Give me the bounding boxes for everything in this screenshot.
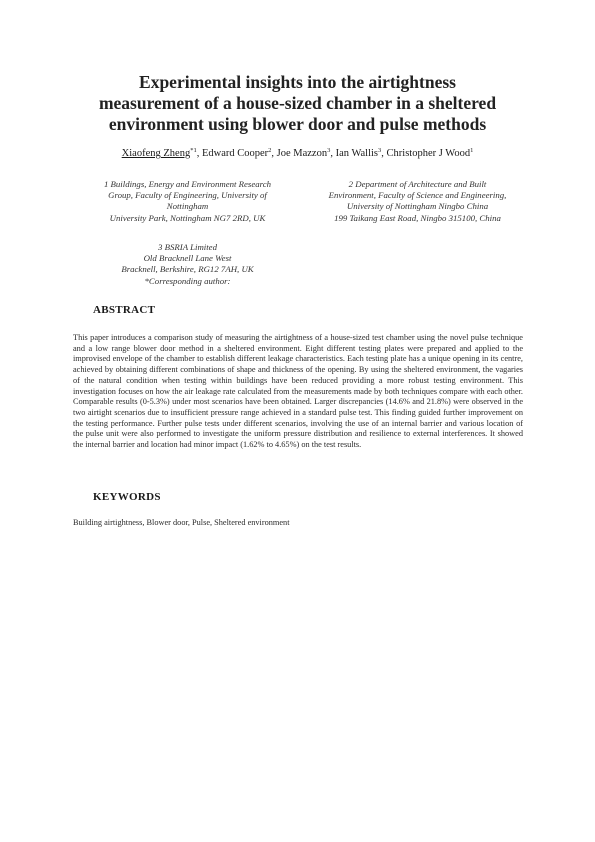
author-name: Xiaofeng Zheng [121,148,191,159]
affiliation-line: 2 Department of Architecture and Built [348,179,487,189]
abstract-heading: ABSTRACT [93,304,156,316]
affiliation-line: 1 Buildings, Energy and Environment Research [103,179,272,189]
affiliation-line: University of Nottingham Ningbo China [346,201,489,212]
affiliation-2 [305,179,530,224]
title-line: environment using blower door and pulse methods [108,114,487,134]
author-name: Joe Mazzon [276,148,328,159]
author-name: Edward Cooper [201,148,269,159]
title-line: measurement of a house-sized chamber in a sheltered [98,93,497,113]
affiliation-line: 3 BSRIA Limited [158,242,217,252]
author-separator: , [330,148,336,159]
affiliation-line: 199 Taikang East Road, Ningbo 315100, China [334,212,501,223]
affiliation-line: Environment, Faculty of Science and Engineering, [328,190,507,201]
author-affiliation-mark: 3 [327,147,331,154]
author-separator: , [381,148,387,159]
author-name: Ian Wallis [335,148,379,159]
corresponding-author-note: *Corresponding author: [144,275,231,286]
author-separator: , [271,148,277,159]
affiliation-line: Nottingham [166,201,209,212]
author-affiliation-mark: 2 [268,147,272,154]
affiliation-line: Bracknell, Berkshire, RG12 7AH, UK [121,264,254,275]
keywords-heading: KEYWORDS [93,491,161,503]
affiliation-1 [80,179,295,224]
keywords-text: Building airtightness, Blower door, Pulse, Sheltered environment [73,518,290,527]
paper-title [60,72,535,135]
affiliation-line: Old Bracknell Lane West [143,253,232,264]
affiliation-3 [80,242,295,287]
author-name: Christopher J Wood [386,148,471,159]
author-list [40,147,555,160]
affiliation-line: University Park, Nottingham NG7 2RD, UK [109,212,266,223]
title-line: Experimental insights into the airtightness [139,72,456,92]
abstract-text: This paper introduces a comparison study of measuring the airtightness of a house-sized test chamber using the novel pulse technique and a low range blower door method in a sheltered environment. Eight different testing plates were prepared and applied to the improvised envelope of the chamber to establish different leakage characteristics. Each testing plate has a unique opening in its centre, achieved by obtaining different combinations of shape and thickness of the opening. By using the sheltered environment, the vagaries of the natural condition when testing within buildings have been reduced providing a more robust testing environment. This investigation focuses on how the air leakage rate calculated from the measurements made by both techniques compare with each other. Comparable results (0-5.3%) under most scenarios have been obtained. Larger discrepancies (14.6% and 21.8%) were observed in the two airtight scenarios due to insufficient pressure range achieved in a standard pulse test. This finding guided further improvement on the testing performance. Further pulse tests under different scenarios, involving the use of an internal barrier and various location of the pulse unit were also performed to investigate the uniform pressure distribution and resilience to external interferences. It showed the internal barrier and location had minor impact (1.62% to 4.65%) on the test results. [73,333,523,450]
author-affiliation-mark: 3 [378,147,382,154]
author-affiliation-mark: 1 [470,147,474,154]
affiliation-line: Group, Faculty of Engineering, University of [108,190,267,201]
author-separator: , [196,148,202,159]
author-affiliation-mark: *1 [190,147,197,154]
